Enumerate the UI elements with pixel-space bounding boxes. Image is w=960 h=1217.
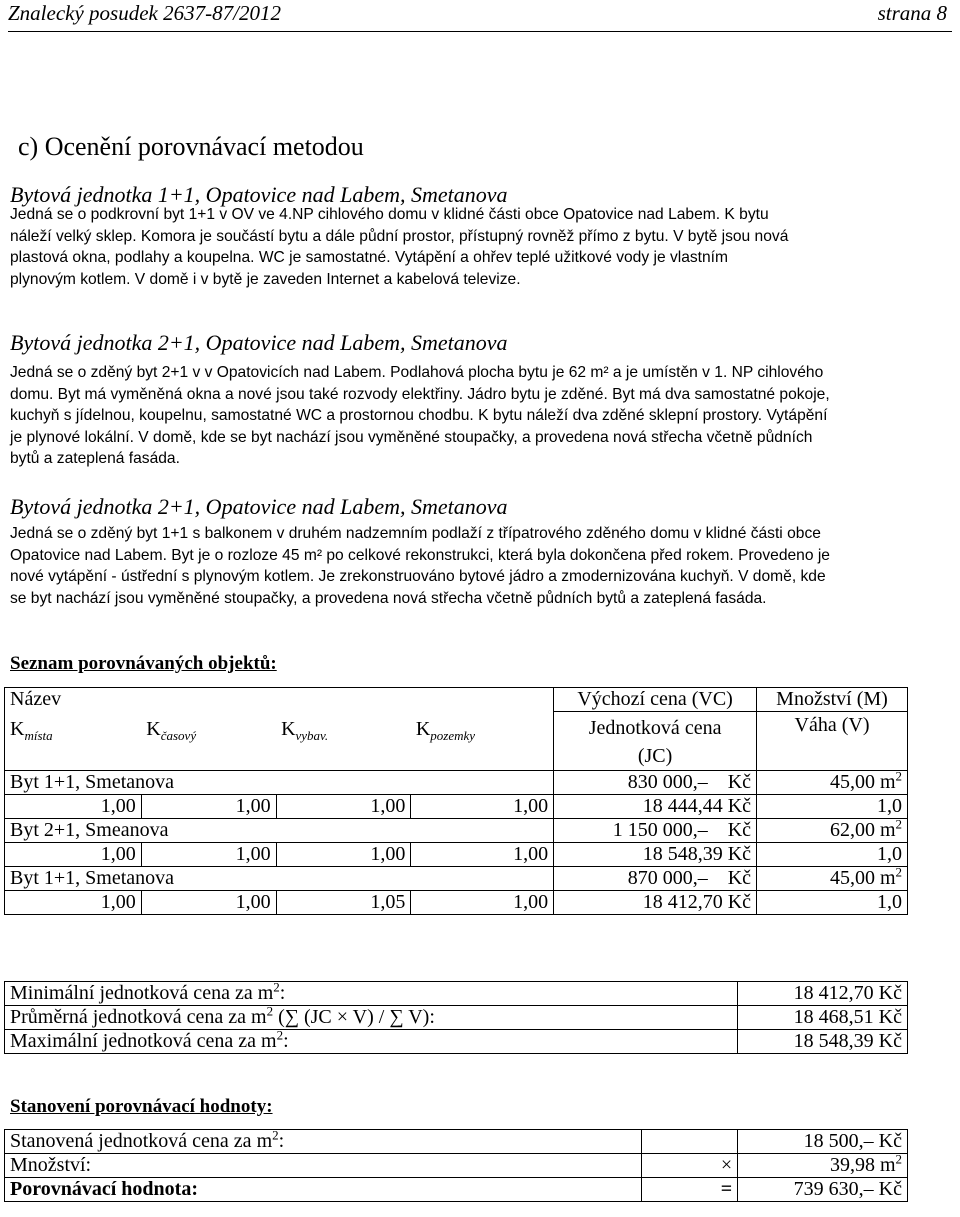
k-casovy-value: 1,00 bbox=[141, 891, 276, 915]
multiply-operator: × bbox=[642, 1154, 738, 1178]
summary-row-avg bbox=[5, 1006, 908, 1030]
k-pozemky-value: 1,00 bbox=[411, 891, 554, 915]
summary-table bbox=[4, 981, 908, 1054]
unit-price-label: Stanovená jednotková cena za $m^2$: bbox=[5, 1130, 642, 1154]
header-k-vybav: $K_{vybav.}$ bbox=[276, 712, 411, 771]
unit-1-description bbox=[10, 204, 954, 290]
determination-row bbox=[5, 1178, 908, 1202]
comparison-table bbox=[4, 687, 908, 915]
weight-value: 1,0 bbox=[757, 795, 908, 819]
text-line: plastová okna, podlahy a koupelna. WC je samostatné. Vytápění a ohřev teplé užitkové vody je vlastním bbox=[10, 249, 729, 266]
table-row bbox=[5, 867, 908, 891]
text-line: plynovým kotlem. V domě i v bytě je zaveden Internet a kabelová televize. bbox=[10, 270, 521, 288]
operator-cell bbox=[642, 1130, 738, 1154]
determination-row bbox=[5, 1130, 908, 1154]
table-header-row bbox=[5, 688, 908, 712]
unit-1-title: Bytová jednotka 1+1, Opatovice nad Labem, Smetanova bbox=[10, 182, 508, 207]
object-price: 830 000,– Kč bbox=[554, 771, 757, 795]
equals-operator: = bbox=[642, 1178, 738, 1202]
determination-row bbox=[5, 1154, 908, 1178]
quantity-value: 39,98 $m^2$ bbox=[738, 1154, 908, 1178]
unit-price-value: 18 412,70 Kč bbox=[554, 891, 757, 915]
text-line: Opatovice nad Labem. Byt je o rozloze 45 m² po celkové rekonstrukci, která byla dokončena před rokem. Provedeno je bbox=[10, 546, 830, 564]
header-k-mista: $K_{místa}$ bbox=[5, 712, 142, 771]
text-line: nové vytápění - ústřední s plynovým kotlem. Je zrekonstruováno bytové jádro a zmodernizována kuchyň. V domě, kde bbox=[10, 568, 826, 585]
header-rule bbox=[8, 31, 952, 32]
table-row bbox=[5, 795, 908, 819]
header-weight: Váha (V) bbox=[757, 712, 908, 771]
page-header bbox=[8, 0, 952, 28]
k-pozemky-value: 1,00 bbox=[411, 843, 554, 867]
text-line: kuchyň s jídelnou, koupelnu, samostatné WC a prostornou chodbu. K bytu náleží dva zděné sklepní prostory. Vytápění bbox=[10, 407, 828, 424]
text-line: domu. Byt má vyměněná okna a nové jsou také rozvody elektřiny. Jádro bytu je zděné. Byt má dva samostatné pokoje, bbox=[10, 385, 830, 403]
object-name: Byt 1+1, Smetanova bbox=[5, 867, 554, 891]
section-title: c) Ocenění porovnávací metodou bbox=[18, 132, 364, 161]
header-unit-price: Jednotková cena (JC) bbox=[554, 712, 757, 771]
unit-2-description bbox=[10, 362, 954, 470]
text-line: Jedná se o zděný byt 2+1 v v Opatovicích nad Labem. Podlahová plocha bytu je 62 m² a je umístěn v 1. NP cihlového bbox=[10, 364, 824, 381]
determination-table bbox=[4, 1129, 908, 1202]
unit-2-title: Bytová jednotka 2+1, Opatovice nad Labem, Smetanova bbox=[10, 330, 508, 355]
quantity-label: Množství: bbox=[5, 1154, 642, 1178]
unit-price-value: 18 500,– Kč bbox=[738, 1130, 908, 1154]
min-label: Minimální jednotková cena za $m^2$: bbox=[5, 982, 738, 1006]
text-line: Jedná se o zděný byt 1+1 s balkonem v druhém nadzemním podlaží z třípatrového zděného domu v klidné části obce bbox=[10, 525, 821, 542]
text-line: se byt nachází jsou vyměněné stoupačky, a provedena nová střecha včetně půdních bytů a zateplená fasáda. bbox=[10, 589, 767, 607]
table-row bbox=[5, 843, 908, 867]
avg-label: Průměrná jednotková cena za $m^2$ (∑ (JC × V) / ∑ V): bbox=[5, 1006, 738, 1030]
k-vybav-value: 1,05 bbox=[276, 891, 411, 915]
text-line: je plynové lokální. V domě, kde se byt nachází jsou vyměněné stoupačky, a provedena nová střecha včetně půdních bbox=[10, 428, 813, 446]
total-value: 739 630,– Kč bbox=[738, 1178, 908, 1202]
document-title: Znalecký posudek 2637-87/2012 bbox=[8, 1, 281, 25]
header-base-price: Výchozí cena (VC) bbox=[554, 688, 757, 712]
table-row bbox=[5, 891, 908, 915]
object-price: 870 000,– Kč bbox=[554, 867, 757, 891]
k-pozemky-value: 1,00 bbox=[411, 795, 554, 819]
table-header-row bbox=[5, 712, 908, 771]
unit-3-title: Bytová jednotka 2+1, Opatovice nad Labem, Smetanova bbox=[10, 494, 508, 519]
unit-price-value: 18 444,44 Kč bbox=[554, 795, 757, 819]
table-row bbox=[5, 819, 908, 843]
k-vybav-value: 1,00 bbox=[276, 795, 411, 819]
object-quantity: 45,00 $m^2$ bbox=[757, 771, 908, 795]
page-number: strana 8 bbox=[877, 1, 947, 25]
unit-price-value: 18 548,39 Kč bbox=[554, 843, 757, 867]
header-k-casovy: $K_{časový}$ bbox=[141, 712, 276, 771]
k-mista-value: 1,00 bbox=[5, 795, 142, 819]
total-label: Porovnávací hodnota: bbox=[5, 1178, 642, 1202]
k-mista-value: 1,00 bbox=[5, 891, 142, 915]
header-k-pozemky: $K_{pozemky}$ bbox=[411, 712, 554, 771]
determination-title: Stanovení porovnávací hodnoty: bbox=[10, 1096, 273, 1117]
k-casovy-value: 1,00 bbox=[141, 843, 276, 867]
summary-row-min bbox=[5, 982, 908, 1006]
object-quantity: 62,00 $m^2$ bbox=[757, 819, 908, 843]
avg-value: 18 468,51 Kč bbox=[738, 1006, 908, 1030]
max-label: Maximální jednotková cena za $m^2$: bbox=[5, 1030, 738, 1054]
header-quantity: Množství (M) bbox=[757, 688, 908, 712]
object-quantity: 45,00 $m^2$ bbox=[757, 867, 908, 891]
k-mista-value: 1,00 bbox=[5, 843, 142, 867]
text-line: náleží velký sklep. Komora je součástí bytu a dále půdní prostor, přístupný rovněž přímo z bytu. V bytě jsou nová bbox=[10, 227, 789, 245]
weight-value: 1,0 bbox=[757, 891, 908, 915]
text-line: bytů a zateplená fasáda. bbox=[10, 450, 180, 467]
comparison-title: Seznam porovnávaných objektů: bbox=[10, 653, 277, 674]
object-price: 1 150 000,– Kč bbox=[554, 819, 757, 843]
header-name: Název bbox=[5, 688, 554, 712]
k-vybav-value: 1,00 bbox=[276, 843, 411, 867]
max-value: 18 548,39 Kč bbox=[738, 1030, 908, 1054]
text-line: Jedná se o podkrovní byt 1+1 v OV ve 4.NP cihlového domu v klidné části obce Opatovice nad Labem. K bytu bbox=[10, 206, 769, 223]
table-row bbox=[5, 771, 908, 795]
min-value: 18 412,70 Kč bbox=[738, 982, 908, 1006]
k-casovy-value: 1,00 bbox=[141, 795, 276, 819]
summary-row-max bbox=[5, 1030, 908, 1054]
unit-3-description bbox=[10, 523, 954, 609]
object-name: Byt 2+1, Smeanova bbox=[5, 819, 554, 843]
weight-value: 1,0 bbox=[757, 843, 908, 867]
object-name: Byt 1+1, Smetanova bbox=[5, 771, 554, 795]
